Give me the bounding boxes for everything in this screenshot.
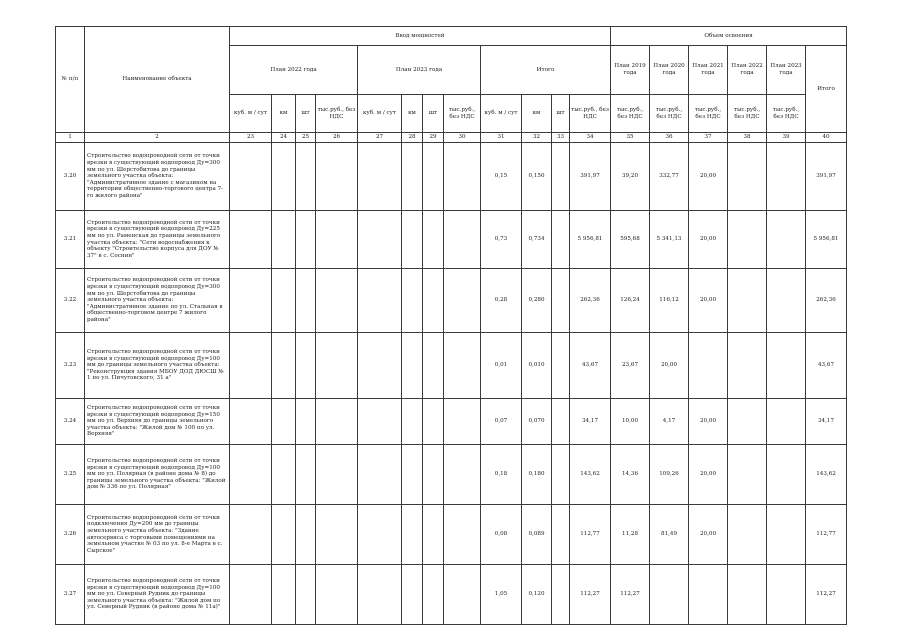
funding-total: 112,27: [806, 565, 847, 625]
table-row: [56, 211, 847, 269]
object-name: Строительство водопроводной сети от точки врезки в существующий водопровод Ду=300 мм по ул. Шерстобитова до границы земельного участка объекта: "Административное здание с магазином на территории общественно-торгового центра 7-го жилого района": [85, 143, 230, 211]
column-number: 36: [650, 133, 689, 143]
funding-2021: 20,00: [689, 399, 728, 445]
funding-2020: 4,17: [650, 399, 689, 445]
total-km: 0,089: [522, 505, 552, 565]
header-plan-2022: План 2022 года: [230, 46, 358, 95]
column-number: 29: [423, 133, 444, 143]
header-funding-group: Объем освоения: [611, 27, 847, 46]
header-capacity-group: Ввод мощностей: [230, 27, 611, 46]
row-number: 3.27: [56, 565, 85, 625]
investment-program-table: [55, 26, 847, 625]
column-number: 37: [689, 133, 728, 143]
table-row: [56, 399, 847, 445]
column-number: 28: [402, 133, 423, 143]
column-number: 35: [611, 133, 650, 143]
funding-2019: 11,28: [611, 505, 650, 565]
header-unit-rub: тыс.руб., без НДС: [444, 95, 481, 133]
column-number: 34: [570, 133, 611, 143]
row-number: 3.22: [56, 269, 85, 333]
row-number: 3.23: [56, 333, 85, 399]
column-number: 31: [481, 133, 522, 143]
object-name: Строительство водопроводной сети от точки подключения Ду=200 мм до границы земельного участка объекта: "Здание автосервиса с торговыми помещениями на земельном участке № 03 по ул. 8-е Марта в с. Сырское": [85, 505, 230, 565]
table-row: [56, 269, 847, 333]
header-plan-2021: План 2021 года: [689, 46, 728, 95]
column-number: 30: [444, 133, 481, 143]
total-cost: 112,27: [570, 565, 611, 625]
total-km: 0,180: [522, 445, 552, 505]
total-km: 0,734: [522, 211, 552, 269]
header-total: Итого: [481, 46, 611, 95]
row-number: 3.20: [56, 143, 85, 211]
table-row: [56, 505, 847, 565]
funding-2021: [689, 565, 728, 625]
total-flow: 0,28: [481, 269, 522, 333]
table-row: [56, 565, 847, 625]
table-row: [56, 445, 847, 505]
object-name: Строительство водопроводной сети от точки врезки в существующий водопровод Ду=150 мм по ул. Верхняя до границы земельного участка объекта: "Жилой дом № 100 по ул. Верхняя": [85, 399, 230, 445]
object-name: Строительство водопроводной сети от точки врезки в существующий водопровод Ду=225 мм по ул. Раменская до границы земельного участка объекта: "Сети водоснабжения к объекту "Строительство корпуса для ДОУ № 37" в с. Соснин": [85, 211, 230, 269]
total-flow: 0,07: [481, 399, 522, 445]
column-number: 23: [230, 133, 272, 143]
header-unit-pcs: шт: [552, 95, 570, 133]
total-km: 0,150: [522, 143, 552, 211]
row-number: 3.26: [56, 505, 85, 565]
column-number: 32: [522, 133, 552, 143]
funding-2020: 5 341,13: [650, 211, 689, 269]
column-number: 38: [728, 133, 767, 143]
column-number: 39: [767, 133, 806, 143]
funding-2021: 20,00: [689, 445, 728, 505]
header-unit-rub: тыс.руб., без НДС: [728, 95, 767, 133]
header-total-funding: Итого: [806, 46, 847, 133]
funding-2020: 332,77: [650, 143, 689, 211]
column-number: 25: [296, 133, 316, 143]
header-unit-km: км: [522, 95, 552, 133]
funding-total: 391,97: [806, 143, 847, 211]
total-flow: 0,15: [481, 143, 522, 211]
funding-total: 112,77: [806, 505, 847, 565]
header-unit-km: км: [402, 95, 423, 133]
table-row: [56, 333, 847, 399]
header-plan-2023: План 2023 года: [358, 46, 481, 95]
header-unit-rub: тыс.руб., без НДС: [316, 95, 358, 133]
header-plan-2022-funding: План 2022 года: [728, 46, 767, 95]
header-plan-2020: План 2020 года: [650, 46, 689, 95]
header-unit-pcs: шт: [296, 95, 316, 133]
header-unit-km: км: [272, 95, 296, 133]
row-number: 3.21: [56, 211, 85, 269]
total-flow: 0,73: [481, 211, 522, 269]
funding-total: 143,62: [806, 445, 847, 505]
funding-2020: 109,26: [650, 445, 689, 505]
total-cost: 143,62: [570, 445, 611, 505]
funding-total: 262,36: [806, 269, 847, 333]
total-cost: 391,97: [570, 143, 611, 211]
funding-2020: 81,49: [650, 505, 689, 565]
funding-2019: 126,24: [611, 269, 650, 333]
funding-2021: 20,00: [689, 143, 728, 211]
total-km: 0,280: [522, 269, 552, 333]
column-number: 1: [56, 133, 85, 143]
object-name: Строительство водопроводной сети от точки врезки в существующий водопровод Ду=300 мм по ул. Шерстобитова до границы земельного участка объекта: "Административное здание по ул. Стальная в общественно-торговом центре 7 жилого района": [85, 269, 230, 333]
funding-2020: [650, 565, 689, 625]
table-row: [56, 143, 847, 211]
header-plan-2023-funding: План 2023 года: [767, 46, 806, 95]
funding-total: 43,67: [806, 333, 847, 399]
funding-2019: 39,20: [611, 143, 650, 211]
column-number: 27: [358, 133, 402, 143]
header-unit-rub: тыс.руб., без НДС: [650, 95, 689, 133]
funding-2021: 20,00: [689, 505, 728, 565]
column-number: 2: [85, 133, 230, 143]
total-cost: 34,17: [570, 399, 611, 445]
header-unit-rub: тыс.руб., без НДС: [689, 95, 728, 133]
header-num: № п/п: [56, 27, 85, 133]
total-km: 0,010: [522, 333, 552, 399]
header-name: Наименование объекта: [85, 27, 230, 133]
total-flow: 1,05: [481, 565, 522, 625]
funding-2020: 116,12: [650, 269, 689, 333]
total-cost: 262,36: [570, 269, 611, 333]
total-flow: 0,01: [481, 333, 522, 399]
total-km: 0,120: [522, 565, 552, 625]
header-unit-rub: тыс.руб., без НДС: [767, 95, 806, 133]
column-number: 26: [316, 133, 358, 143]
total-flow: 0,18: [481, 445, 522, 505]
funding-2019: 10,00: [611, 399, 650, 445]
object-name: Строительство водопроводной сети от точки врезки в существующий водопровод Ду=100 мм по ул. Полярная (в районе дома № 8) до границы земельного участка объекта: "Жилой дом № 336 по ул. Полярная": [85, 445, 230, 505]
object-name: Строительство водопроводной сети от точки врезки в существующий водопровод Ду=100 мм до границы земельного участка объекта: "Реконструкция здания МБОУ ДОД ДЮСШ № 1 по ул. Пичуговского, 31 а": [85, 333, 230, 399]
funding-2019: 595,68: [611, 211, 650, 269]
total-cost: 43,67: [570, 333, 611, 399]
header-unit-flow: куб. м / сут: [481, 95, 522, 133]
column-number: 24: [272, 133, 296, 143]
funding-2021: 20,00: [689, 211, 728, 269]
header-plan-2019: План 2019 года: [611, 46, 650, 95]
header-unit-rub: тыс.руб., без НДС: [611, 95, 650, 133]
funding-2019: 23,67: [611, 333, 650, 399]
column-number: 33: [552, 133, 570, 143]
total-flow: 0,08: [481, 505, 522, 565]
total-cost: 5 956,81: [570, 211, 611, 269]
funding-total: 5 956,81: [806, 211, 847, 269]
funding-2019: 14,36: [611, 445, 650, 505]
funding-2021: [689, 333, 728, 399]
total-km: 0,070: [522, 399, 552, 445]
header-unit-flow: куб. м / сут: [230, 95, 272, 133]
total-cost: 112,77: [570, 505, 611, 565]
funding-2021: 20,00: [689, 269, 728, 333]
funding-total: 34,17: [806, 399, 847, 445]
column-number: 40: [806, 133, 847, 143]
object-name: Строительство водопроводной сети от точки врезки в существующий водопровод Ду=100 мм по ул. Северный Рудник до границы земельного участка объекта: "Жилой дом по ул. Северный Рудник (в районе дома № 11а)": [85, 565, 230, 625]
row-number: 3.25: [56, 445, 85, 505]
header-unit-flow: куб. м / сут: [358, 95, 402, 133]
row-number: 3.24: [56, 399, 85, 445]
funding-2020: 20,00: [650, 333, 689, 399]
funding-2019: 112,27: [611, 565, 650, 625]
header-unit-pcs: шт: [423, 95, 444, 133]
header-unit-rub: тыс.руб., без НДС: [570, 95, 611, 133]
